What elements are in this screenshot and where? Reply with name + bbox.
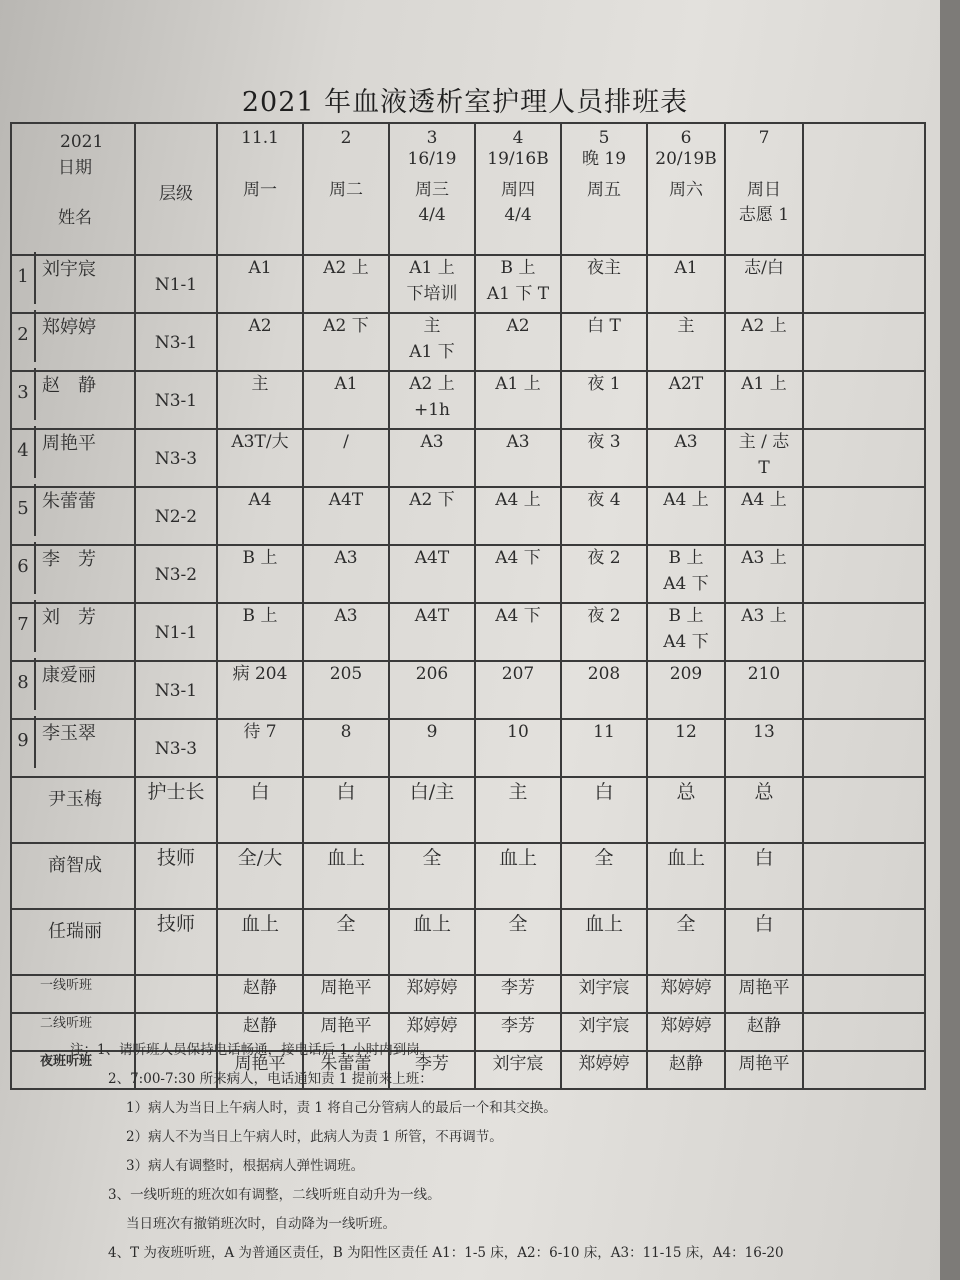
shift-cell: A1 [217, 255, 303, 313]
table-row [11, 429, 925, 487]
nurse-name: 朱蕾蕾 [42, 491, 96, 512]
note-line: 2、7:00-7:30 所来病人，电话通知责 1 提前来上班： [108, 1071, 433, 1087]
shift-cell: A3 上 [725, 603, 803, 661]
shift-cell: 血上 [303, 843, 389, 909]
nurse-name-cell [11, 719, 135, 777]
shift-cell: A2 [217, 313, 303, 371]
table-row [11, 545, 925, 603]
shift-cell: 白/主 [389, 777, 475, 843]
table-row [11, 371, 925, 429]
row-number: 7 [12, 600, 36, 652]
day-date: 11.1 [241, 128, 279, 148]
oncall-label: 二线听班 [11, 1013, 135, 1051]
table-row [11, 255, 925, 313]
table-row [11, 313, 925, 371]
day-extra: 4/4 [418, 204, 446, 225]
shift-cell: A2 下 [303, 313, 389, 371]
shift-cell: 病 204 [217, 661, 303, 719]
shift-cell: A3T/大 [217, 429, 303, 487]
note-line: 3、一线听班的班次如有调整，二线听班自动升为一线。 [108, 1187, 441, 1203]
table-row [11, 603, 925, 661]
shift-cell: 血上 [389, 909, 475, 975]
day-date-block [726, 128, 802, 149]
table-row [11, 909, 925, 975]
row-number: 4 [12, 426, 36, 478]
shift-cell: A2 上 [303, 255, 389, 313]
nurse-name: 刘宇宸 [42, 259, 96, 280]
nurse-name-cell [11, 545, 135, 603]
day-date: 3 [426, 128, 438, 148]
shift-cell: A4 [217, 487, 303, 545]
weekday-label: 周一 [243, 180, 277, 200]
weekday-label: 周五 [587, 180, 621, 200]
shift-cell: A3 上 [725, 545, 803, 603]
row-number: 3 [12, 368, 36, 420]
shift-cell: A2 上 +1h [389, 371, 475, 429]
oncall-name: 赵静 [725, 1013, 803, 1051]
blank-cell [803, 371, 925, 429]
staff-role: 技师 [135, 909, 217, 975]
blank-cell [135, 975, 217, 1013]
nurse-name: 李玉翠 [42, 723, 96, 744]
shift-cell: A2 上 [725, 313, 803, 371]
shift-cell: A3 [389, 429, 475, 487]
shift-cell: 白 [725, 843, 803, 909]
oncall-name: 郑婷婷 [561, 1051, 647, 1089]
oncall-name: 周艳平 [217, 1051, 303, 1089]
oncall-name: 刘宇宸 [561, 975, 647, 1013]
blank-cell [803, 545, 925, 603]
blank-cell [803, 603, 925, 661]
row-number: 5 [12, 484, 36, 536]
shift-cell: 白 [725, 909, 803, 975]
year-label: 2021 [60, 132, 104, 152]
oncall-name: 赵静 [647, 1051, 725, 1089]
day-header-cell [475, 123, 561, 255]
shift-cell: 志/白 [725, 255, 803, 313]
weekday-label: 周二 [329, 180, 363, 200]
shift-cell: 待 7 [217, 719, 303, 777]
oncall-label: 一线听班 [11, 975, 135, 1013]
shift-cell: A4 上 [725, 487, 803, 545]
schedule-table [10, 122, 926, 1090]
nurse-name: 郑婷婷 [42, 317, 96, 338]
shift-cell: B 上 A4 下 [647, 545, 725, 603]
day-note: 20/19B [655, 149, 717, 170]
shift-cell: B 上 A4 下 [647, 603, 725, 661]
table-row [11, 843, 925, 909]
oncall-name: 郑婷婷 [389, 975, 475, 1013]
oncall-name: 赵静 [217, 975, 303, 1013]
row-number: 6 [12, 542, 36, 594]
staff-name: 商智成 [11, 843, 135, 909]
table-row [11, 487, 925, 545]
shift-cell: A1 [647, 255, 725, 313]
day-date-block [218, 128, 302, 149]
shift-cell: 白 T [561, 313, 647, 371]
oncall-name: 李芳 [389, 1051, 475, 1089]
oncall-name: 周艳平 [725, 975, 803, 1013]
nurse-level: N3-2 [135, 545, 217, 603]
nurse-level: N3-3 [135, 719, 217, 777]
nurse-name-cell [11, 661, 135, 719]
shift-cell: 全 [561, 843, 647, 909]
table-row [11, 975, 925, 1013]
oncall-name: 郑婷婷 [389, 1013, 475, 1051]
day-date-block [648, 128, 724, 171]
shift-cell: 夜 2 [561, 545, 647, 603]
shift-cell: 血上 [475, 843, 561, 909]
shift-cell: A4T [389, 603, 475, 661]
note-line: 2）病人不为当日上午病人时，此病人为责 1 所管，不再调节。 [126, 1129, 503, 1145]
day-extra: 4/4 [504, 204, 532, 225]
day-note: 16/19 [407, 149, 457, 170]
oncall-name: 赵静 [217, 1013, 303, 1051]
weekday-label: 周四 [501, 180, 535, 200]
nurse-name-cell [11, 255, 135, 313]
shift-cell: 206 [389, 661, 475, 719]
row-number: 9 [12, 716, 36, 768]
shift-cell: 12 [647, 719, 725, 777]
day-date-block [390, 128, 474, 171]
shift-cell: 夜 2 [561, 603, 647, 661]
shift-cell: 主 / 志 T [725, 429, 803, 487]
shift-cell: A3 [303, 545, 389, 603]
oncall-name: 李芳 [475, 1013, 561, 1051]
shift-cell: 主 A1 下 [389, 313, 475, 371]
weekday-block [562, 178, 646, 203]
shift-cell: A3 [647, 429, 725, 487]
date-label: 日期 [58, 158, 92, 178]
shift-cell: 208 [561, 661, 647, 719]
shift-cell: A4 上 [475, 487, 561, 545]
nurse-name: 刘 芳 [42, 607, 96, 628]
blank-cell [803, 661, 925, 719]
shift-cell: 夜 1 [561, 371, 647, 429]
note-line: 注：1、请听班人员保持电话畅通，接电话后 1 小时内到岗。 [70, 1042, 434, 1058]
shift-cell: 血上 [217, 909, 303, 975]
day-date: 7 [758, 128, 770, 148]
oncall-name: 郑婷婷 [647, 1013, 725, 1051]
shift-cell: 主 [217, 371, 303, 429]
oncall-name: 周艳平 [725, 1051, 803, 1089]
shift-cell: 10 [475, 719, 561, 777]
blank-cell [803, 777, 925, 843]
header-row [11, 123, 925, 255]
shift-cell: 205 [303, 661, 389, 719]
blank-cell [803, 429, 925, 487]
nurse-level: N1-1 [135, 603, 217, 661]
shift-cell: 血上 [647, 843, 725, 909]
weekday-block [648, 178, 724, 203]
nurse-name-cell [11, 487, 135, 545]
staff-name: 尹玉梅 [11, 777, 135, 843]
nurse-name-cell [11, 603, 135, 661]
oncall-name: 朱蕾蕾 [303, 1051, 389, 1089]
day-date-block [304, 128, 388, 149]
shift-cell: A1 [303, 371, 389, 429]
weekday-label: 周日 [747, 180, 781, 200]
day-header-cell [561, 123, 647, 255]
staff-role: 技师 [135, 843, 217, 909]
nurse-level: N1-1 [135, 255, 217, 313]
weekday-label: 周三 [415, 180, 449, 200]
shift-cell: / [303, 429, 389, 487]
note-line: 1）病人为当日上午病人时，责 1 将自己分管病人的最后一个和其交换。 [126, 1100, 557, 1116]
row-number: 1 [12, 252, 36, 304]
shift-cell: 全 [475, 909, 561, 975]
shift-cell: 11 [561, 719, 647, 777]
weekday-label: 周六 [669, 180, 703, 200]
oncall-label: 夜班听班 [11, 1051, 135, 1089]
shift-cell: B 上 [217, 545, 303, 603]
row-number: 2 [12, 310, 36, 362]
nurse-name: 赵 静 [42, 375, 96, 396]
nurse-level: N3-1 [135, 313, 217, 371]
weekday-block [390, 178, 474, 227]
nurse-name: 周艳平 [42, 433, 96, 454]
table-row [11, 661, 925, 719]
row-number: 8 [12, 658, 36, 710]
day-header-cell [217, 123, 303, 255]
shift-cell: A2 下 [389, 487, 475, 545]
note-line: 3）病人有调整时，根据病人弹性调班。 [126, 1158, 365, 1174]
shift-cell: 白 [561, 777, 647, 843]
shift-cell: 8 [303, 719, 389, 777]
shift-cell: A2 [475, 313, 561, 371]
shift-cell: 13 [725, 719, 803, 777]
shift-cell: 9 [389, 719, 475, 777]
shift-cell: B 上 A1 下 T [475, 255, 561, 313]
shift-cell: 夜 4 [561, 487, 647, 545]
nurse-name-cell [11, 371, 135, 429]
weekday-block [304, 178, 388, 203]
blank-cell [803, 909, 925, 975]
oncall-name: 刘宇宸 [475, 1051, 561, 1089]
note-line: 当日班次有撤销班次时，自动降为一线听班。 [126, 1216, 396, 1232]
day-note: 晚 19 [581, 149, 627, 170]
blank-cell [803, 487, 925, 545]
day-date: 4 [512, 128, 524, 148]
name-label: 姓名 [58, 208, 92, 228]
oncall-name: 李芳 [475, 975, 561, 1013]
weekday-block [726, 178, 802, 227]
nurse-name: 李 芳 [42, 549, 96, 570]
table-row [11, 719, 925, 777]
shift-cell: 全 [389, 843, 475, 909]
shift-cell: A3 [303, 603, 389, 661]
shift-cell: 总 [647, 777, 725, 843]
shift-cell: A4T [303, 487, 389, 545]
nurse-level: N3-1 [135, 661, 217, 719]
shift-cell: 夜主 [561, 255, 647, 313]
oncall-name: 郑婷婷 [647, 975, 725, 1013]
nurse-name-cell [11, 429, 135, 487]
staff-role: 护士长 [135, 777, 217, 843]
shift-cell: 血上 [561, 909, 647, 975]
shift-cell: A4 上 [647, 487, 725, 545]
level-header: 层级 [135, 123, 217, 255]
shift-cell: A1 上 [475, 371, 561, 429]
shift-cell: A2T [647, 371, 725, 429]
day-date: 5 [598, 128, 610, 148]
notes-section [70, 1036, 930, 1268]
blank-cell [803, 843, 925, 909]
shift-cell: 白 [217, 777, 303, 843]
shift-cell: 白 [303, 777, 389, 843]
day-date: 2 [340, 128, 352, 148]
day-extra: 志愿 1 [738, 204, 790, 225]
nurse-level: N2-2 [135, 487, 217, 545]
shift-cell: 全 [647, 909, 725, 975]
table-row [11, 777, 925, 843]
day-header-cell [647, 123, 725, 255]
shift-cell: A4 下 [475, 603, 561, 661]
nurse-name: 康爱丽 [42, 665, 96, 686]
oncall-name: 周艳平 [303, 1013, 389, 1051]
day-date: 6 [680, 128, 692, 148]
shift-cell: A1 上 下培训 [389, 255, 475, 313]
nurse-name-cell [11, 313, 135, 371]
nurse-level: N3-3 [135, 429, 217, 487]
staff-name: 任瑞丽 [11, 909, 135, 975]
oncall-name: 刘宇宸 [561, 1013, 647, 1051]
shift-cell: 207 [475, 661, 561, 719]
weekday-block [476, 178, 560, 227]
shift-cell: 全/大 [217, 843, 303, 909]
shift-cell: 总 [725, 777, 803, 843]
shift-cell: A4 下 [475, 545, 561, 603]
shift-cell: 210 [725, 661, 803, 719]
shift-cell: A4T [389, 545, 475, 603]
blank-cell [803, 255, 925, 313]
blank-cell [803, 719, 925, 777]
weekday-block [218, 178, 302, 203]
shift-cell: A3 [475, 429, 561, 487]
nurse-level: N3-1 [135, 371, 217, 429]
note-line: 4、T 为夜班听班，A 为普通区责任，B 为阳性区责任 A1：1-5 床，A2：6-10 床，A3：11-15 床，A4：16-20 [108, 1245, 784, 1261]
day-date-block [562, 128, 646, 171]
page-title: 2021 年血液透析室护理人员排班表 [241, 87, 689, 118]
header-label-cell [11, 123, 135, 255]
day-date-block [476, 128, 560, 171]
blank-cell [803, 313, 925, 371]
day-header-cell [725, 123, 803, 255]
blank-cell [803, 975, 925, 1013]
day-note: 19/16B [487, 149, 549, 170]
shift-cell: 209 [647, 661, 725, 719]
oncall-name: 周艳平 [303, 975, 389, 1013]
shift-cell: 夜 3 [561, 429, 647, 487]
day-header-cell [303, 123, 389, 255]
shift-cell: B 上 [217, 603, 303, 661]
blank-cell [803, 123, 925, 255]
shift-cell: 主 [647, 313, 725, 371]
day-header-cell [389, 123, 475, 255]
shift-cell: 主 [475, 777, 561, 843]
shift-cell: 全 [303, 909, 389, 975]
shift-cell: A1 上 [725, 371, 803, 429]
